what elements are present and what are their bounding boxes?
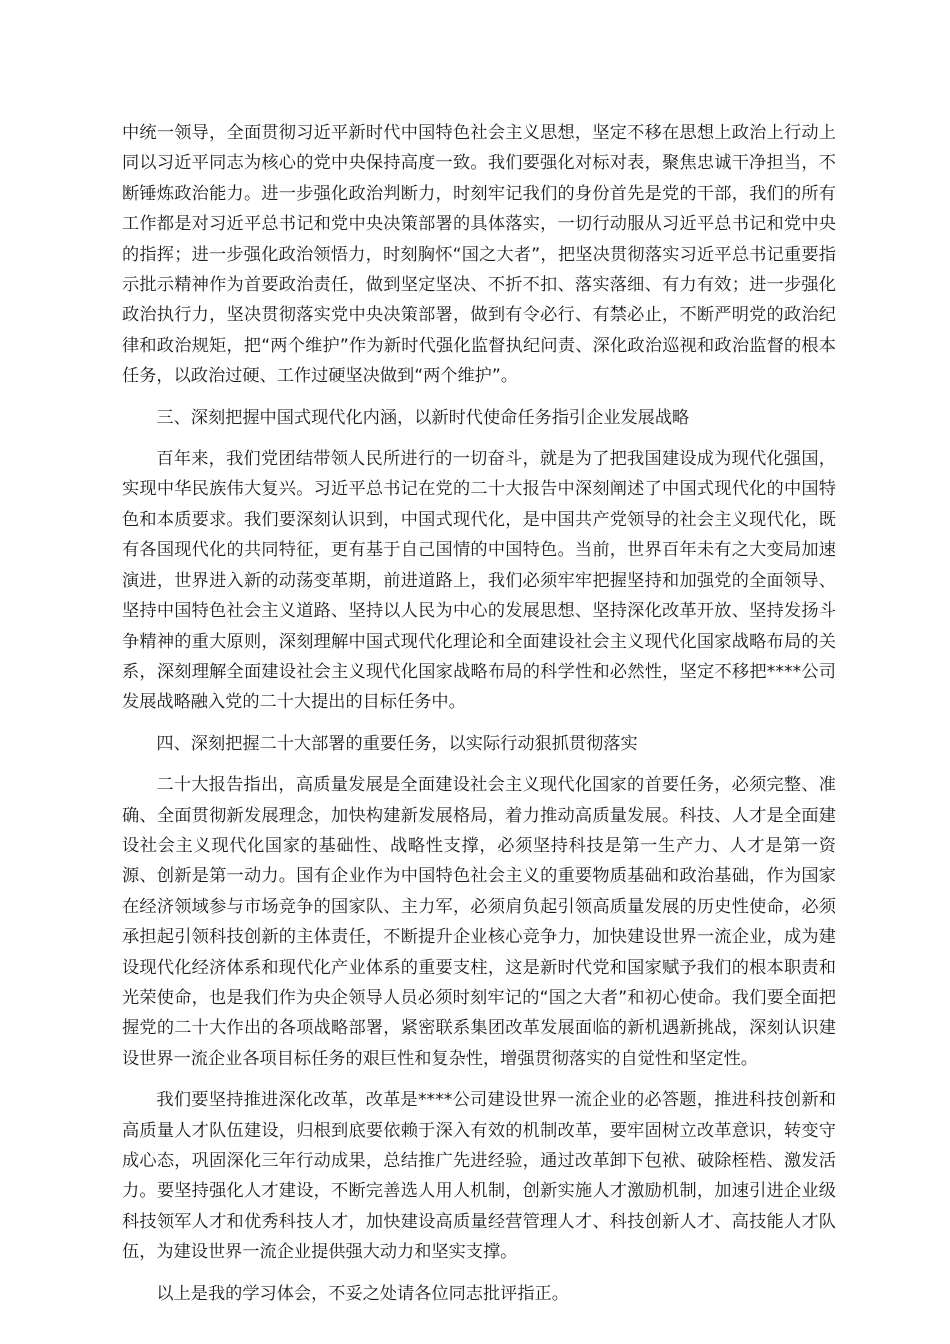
- closing-paragraph: 以上是我的学习体会，不妥之处请各位同志批评指正。: [156, 1283, 569, 1304]
- document-body: [122, 118, 836, 1309]
- paragraph: 二十大报告指出，高质量发展是全面建设社会主义现代化国家的首要任务，必须完整、准确、全面贯彻新发展理念，加快构建新发展格局，着力推动高质量发展。科技、人才是全面建设社会主义现代化国家的基础性、战略性支撑，必须坚持科技是第一生产力、人才是第一资源、创新是第一动力。国有企业作为中国特色社会主义的重要物质基础和政治基础，作为国家在经济领域参与市场竞争的国家队、主力军，必须肩负起引领高质量发展的历史性使命，必须承担起引领科技创新的主体责任，不断提升企业核心竞争力，加快建设世界一流企业，成为建设现代化经济体系和现代化产业体系的重要支柱，这是新时代党和国家赋予我们的根本职责和光荣使命，也是我们作为央企领导人员必须时刻牢记的“国之大者”和初心使命。我们要全面把握党的二十大作出的各项战略部署，紧密联系集团改革发展面临的新机遇新挑战，深刻认识建设世界一流企业各项目标任务的艰巨性和复杂性，增强贯彻落实的自觉性和坚定性。: [122, 775, 836, 1069]
- section-heading-3: 三、深刻把握中国式现代化内涵，以新时代使命任务指引企业发展战略: [156, 407, 690, 428]
- paragraph-continuation: 中统一领导，全面贯彻习近平新时代中国特色社会主义思想，坚定不移在思想上政治上行动上同以习近平同志为核心的党中央保持高度一致。我们要强化对标对表，聚焦忠诚干净担当，不断锤炼政治能力。进一步强化政治判断力，时刻牢记我们的身份首先是党的干部，我们的所有工作都是对习近平总书记和党中央决策部署的具体落实，一切行动服从习近平总书记和党中央的指挥；进一步强化政治领悟力，时刻胸怀“国之大者”，把坚决贯彻落实习近平总书记重要指示批示精神作为首要政治责任，做到坚定坚决、不折不扣、落实落细、有力有效；进一步强化政治执行力，坚决贯彻落实党中央决策部署，做到有令必行、有禁必止，不断严明党的政治纪律和政治规矩，把“两个维护”作为新时代强化监督执纪问责、深化政治巡视和政治监督的根本任务，以政治过硬、工作过硬坚决做到“两个维护”。: [122, 123, 836, 387]
- section-heading-4: 四、深刻把握二十大部署的重要任务，以实际行动狠抓贯彻落实: [156, 733, 638, 754]
- paragraph: 百年来，我们党团结带领人民所进行的一切奋斗，就是为了把我国建设成为现代化强国，实现中华民族伟大复兴。习近平总书记在党的二十大报告中深刻阐述了中国式现代化的中国特色和本质要求。我们要深刻认识到，中国式现代化，是中国共产党领导的社会主义现代化，既有各国现代化的共同特征，更有基于自己国情的中国特色。当前，世界百年未有之大变局加速演进，世界进入新的动荡变革期，前进道路上，我们必须牢牢把握坚持和加强党的全面领导、坚持中国特色社会主义道路、坚持以人民为中心的发展思想、坚持深化改革开放、坚持发扬斗争精神的重大原则，深刻理解中国式现代化理论和全面建设社会主义现代化国家战略布局的关系，深刻理解全面建设社会主义现代化国家战略布局的科学性和必然性，坚定不移把****公司发展战略融入党的二十大提出的目标任务中。: [122, 449, 836, 713]
- paragraph: 我们要坚持推进深化改革，改革是****公司建设世界一流企业的必答题，推进科技创新和高质量人才队伍建设，归根到底要依赖于深入有效的机制改革，要牢固树立改革意识，转变守成心态，巩固深化三年行动成果，总结推广先进经验，通过改革卸下包袱、破除桎梏、激发活力。要坚持强化人才建设，不断完善选人用人机制，创新实施人才激励机制，加速引进企业级科技领军人才和优秀科技人才，加快建设高质量经营管理人才、科技创新人才、高技能人才队伍，为建设世界一流企业提供强大动力和坚实支撑。: [122, 1090, 836, 1263]
